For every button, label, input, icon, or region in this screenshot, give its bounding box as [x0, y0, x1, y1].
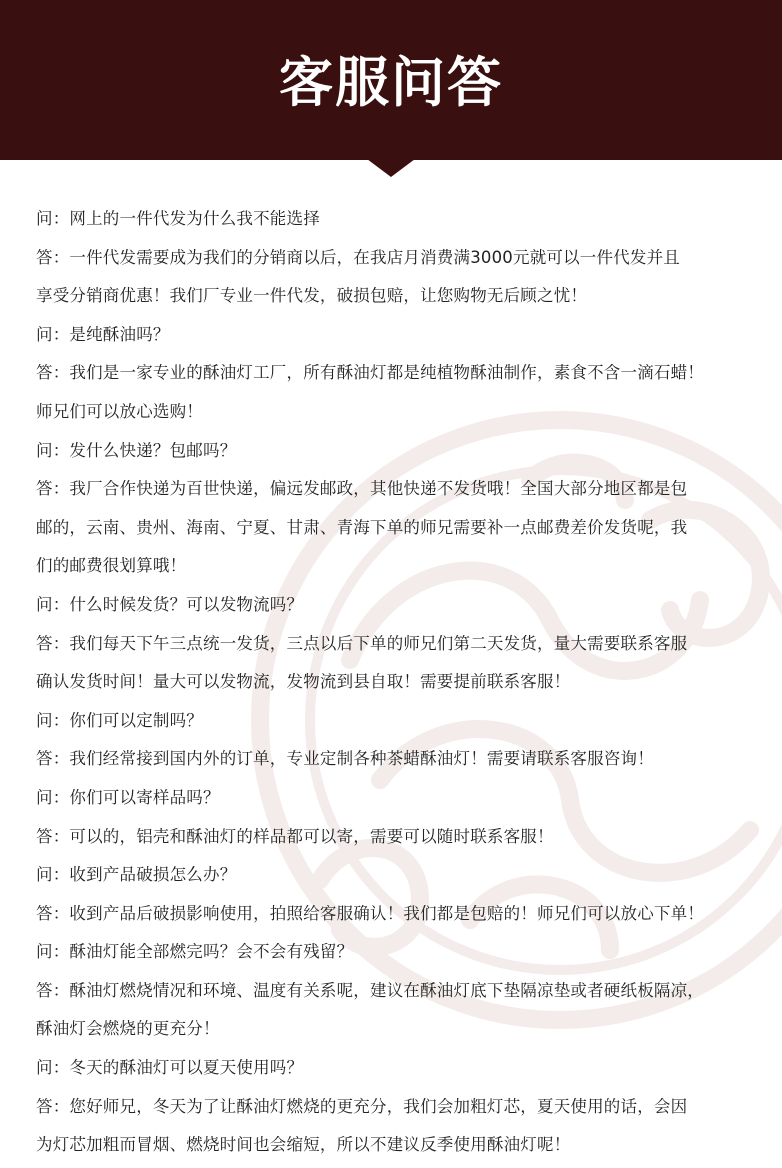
answer-text: 答：我们是一家专业的酥油灯工厂，所有酥油灯都是纯植物酥油制作，素食不含一滴石蜡！: [36, 363, 704, 383]
question-text: 问：冬天的酥油灯可以夏天使用吗？: [36, 1058, 304, 1078]
answer-text: 答：我们每天下午三点统一发货，三点以后下单的师兄们第二天发货，量大需要联系客服: [36, 633, 688, 653]
question-text: 问：酥油灯能全部燃完吗？会不会有残留？: [36, 942, 354, 962]
page-header: [0, 0, 782, 160]
answer-text: 答：您好师兄，冬天为了让酥油灯燃烧的更充分，我们会加粗灯芯，夏天使用的话，会因: [36, 1096, 688, 1116]
answer-text: 师兄们可以放心选购！: [36, 401, 203, 421]
question-text: 问：什么时候发货？可以发物流吗？: [36, 594, 304, 614]
answer-text: 确认发货时间！量大可以发物流，发物流到县自取！需要提前联系客服！: [36, 672, 571, 692]
answer-text: 答：一件代发需要成为我们的分销商以后，在我店月消费满3000元就可以一件代发并且: [36, 247, 680, 267]
answer-text: 答：酥油灯燃烧情况和环境、温度有关系呢，建议在酥油灯底下垫隔凉垫或者硬纸板隔凉，: [36, 980, 704, 1000]
header-notch: [367, 159, 415, 177]
page-title: 客服问答: [279, 50, 503, 114]
answer-text: 享受分销商优惠！我们厂专业一件代发，破损包赔，让您购物无后顾之忧！: [36, 286, 588, 306]
answer-text: 答：我们经常接到国内外的订单，专业定制各种茶蜡酥油灯！需要请联系客服咨询！: [36, 749, 654, 769]
answer-text: 答：可以的，铝壳和酥油灯的样品都可以寄，需要可以随时联系客服！: [36, 826, 554, 846]
question-text: 问：收到产品破损怎么办？: [36, 865, 237, 885]
answer-text: 酥油灯会燃烧的更充分！: [36, 1019, 220, 1039]
question-text: 问：发什么快递？包邮吗？: [36, 440, 237, 460]
answer-text: 邮的，云南、贵州、海南、宁夏、甘肃、青海下单的师兄需要补一点邮费差价发货呢，我: [36, 517, 688, 537]
question-text: 问：你们可以定制吗？: [36, 710, 203, 730]
question-text: 问：网上的一件代发为什么我不能选择: [36, 209, 320, 228]
answer-text: 答：收到产品后破损影响使用，拍照给客服确认！我们都是包赔的！师兄们可以放心下单！: [36, 903, 704, 923]
answer-text: 答：我厂合作快递为百世快递，偏远发邮政，其他快递不发货哦！全国大部分地区都是包: [36, 479, 688, 499]
qa-list: [36, 200, 758, 1165]
answer-text: 为灯芯加粗而冒烟、燃烧时间也会缩短，所以不建议反季使用酥油灯呢！: [36, 1135, 571, 1155]
question-text: 问：你们可以寄样品吗？: [36, 787, 220, 807]
question-text: 问：是纯酥油吗？: [36, 324, 170, 344]
answer-text: 们的邮费很划算哦！: [36, 556, 187, 576]
